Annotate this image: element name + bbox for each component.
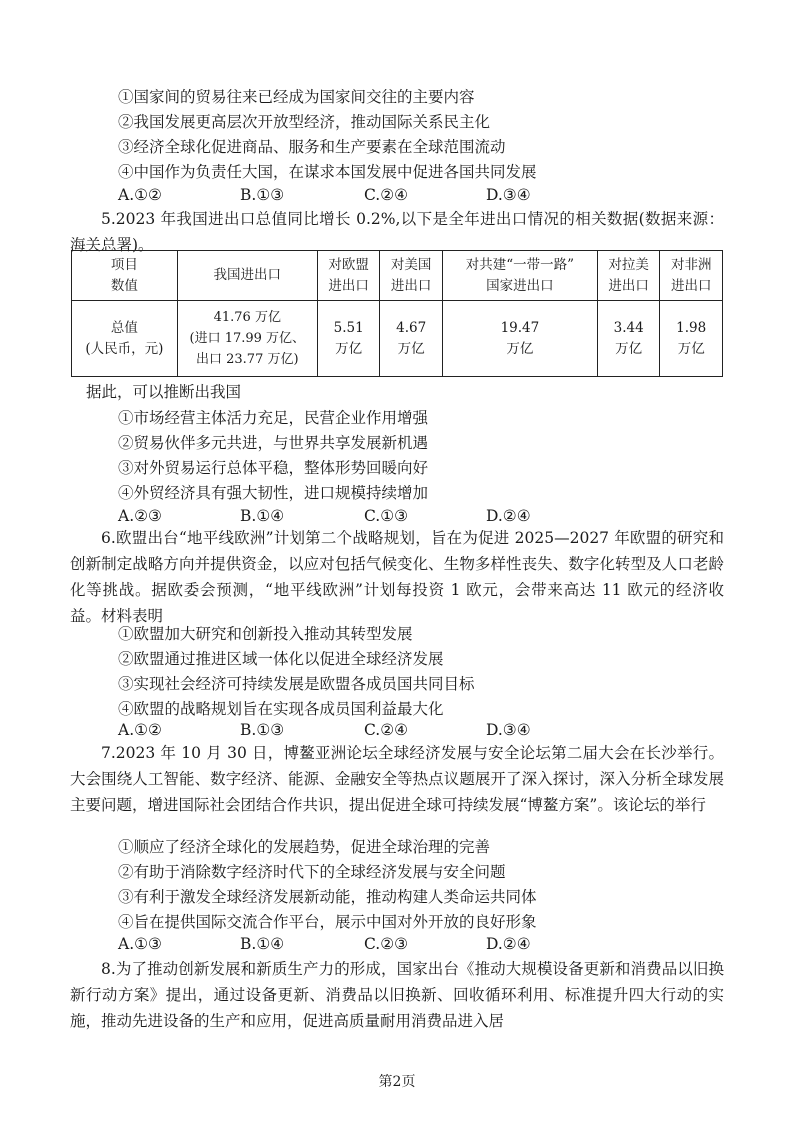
q5-item-2: ②贸易伙伴多元共进，与世界共享发展新机遇 [118, 434, 429, 452]
q5-item-4: ④外贸经济具有强大韧性，进口规模持续增加 [118, 484, 429, 502]
table-header-eu: 对欧盟 进出口 [317, 251, 380, 301]
table-header-item: 项目 数值 [72, 251, 178, 301]
table-header-belt-road: 对共建“一带一路” 国家进出口 [442, 251, 597, 301]
q6-stem: 6.欧盟出台“地平线欧洲”计划第二个战略规划，旨在为促进 2025—2027 年欧盟的研究和创新制定战略方向并提供资金，以应对包括气候变化、生物多样性丧失、数字化转型及人口老龄化等挑战。据欧委会预测，“地平线欧洲”计划每投资 1 欧元，会带来高达 11 欧元的经济收益。材料表明 [70, 529, 724, 625]
q4-item-2: ②我国发展更高层次开放型经济，推动国际关系民主化 [118, 113, 491, 131]
table-cell-eu: 5.51 万亿 [317, 301, 380, 377]
q7-item-4: ④旨在提供国际交流合作平台，展示中国对外开放的良好形象 [118, 913, 537, 931]
q6-item-4: ④欧盟的战略规划旨在实现各成员国利益最大化 [118, 700, 444, 718]
q6-item-2: ②欧盟通过推进区域一体化以促进全球经济发展 [118, 650, 444, 668]
table-header-total: 我国进出口 [177, 251, 317, 301]
q5-item-1: ①市场经营主体活力充足，民营企业作用增强 [118, 409, 429, 427]
q5-option-d: D.②④ [486, 507, 531, 525]
q5-option-b: B.①④ [240, 507, 285, 525]
q4-option-c: C.②④ [364, 186, 409, 204]
table-cell-total: 41.76 万亿 (进口 17.99 万亿、 出口 23.77 万亿) [177, 301, 317, 377]
q7-option-d: D.②④ [486, 935, 531, 953]
q7-option-a: A.①③ [118, 935, 162, 953]
table-header-latam: 对拉美 进出口 [597, 251, 660, 301]
q7-item-3: ③有利于激发全球经济发展新动能，推动构建人类命运共同体 [118, 888, 537, 906]
q6-item-1: ①欧盟加大研究和创新投入推动其转型发展 [118, 625, 413, 643]
q4-item-4: ④中国作为负责任大国，在谋求本国发展中促进各国共同发展 [118, 163, 537, 181]
table-cell-us: 4.67 万亿 [380, 301, 443, 377]
table-header-us: 对美国 进出口 [380, 251, 443, 301]
q7-option-b: B.①④ [240, 935, 285, 953]
q6-option-b: B.①③ [240, 721, 285, 739]
q4-option-a: A.①② [118, 186, 162, 204]
table-cell-belt-road: 19.47 万亿 [442, 301, 597, 377]
q7-stem: 7.2023 年 10 月 30 日，博鳌亚洲论坛全球经济发展与安全论坛第二届大会在长沙举行。大会围绕人工智能、数字经济、能源、金融安全等热点议题展开了深入探讨，深入分析全球发展主要问题，增进国际社会团结合作共识，提出促进全球可持续发展“博鳌方案”。该论坛的举行 [70, 744, 724, 814]
q4-option-d: D.③④ [486, 186, 531, 204]
q6-option-d: D.③④ [486, 721, 531, 739]
q6-item-3: ③实现社会经济可持续发展是欧盟各成员国共同目标 [118, 675, 475, 693]
q7-item-1: ①顺应了经济全球化的发展趋势，促进全球治理的完善 [118, 838, 491, 856]
q7-item-2: ②有助于消除数字经济时代下的全球经济发展与安全问题 [118, 863, 506, 881]
q5-option-c: C.①③ [364, 507, 409, 525]
q6-option-c: C.②④ [364, 721, 409, 739]
trade-data-table [71, 250, 723, 377]
q8-stem: 8.为了推动创新发展和新质生产力的形成，国家出台《推动大规模设备更新和消费品以旧换新行动方案》提出，通过设备更新、消费品以旧换新、回收循环利用、标准提升四大行动的实施，推动先进设备的生产和应用，促进高质量耐用消费品进入居 [70, 960, 724, 1030]
q4-item-3: ③经济全球化促进商品、服务和生产要素在全球范围流动 [118, 138, 506, 156]
q5-lead: 据此，可以推断出我国 [86, 383, 242, 401]
q5-item-3: ③对外贸易运行总体平稳，整体形势回暖向好 [118, 459, 429, 477]
q7-option-c: C.②③ [364, 935, 409, 953]
q6-option-a: A.①② [118, 721, 162, 739]
table-cell-africa: 1.98 万亿 [660, 301, 723, 377]
q5-stem: 5.2023 年我国进出口总值同比增长 0.2%,以下是全年进出口情况的相关数据(数据来源：海关总署)。 [70, 210, 724, 254]
table-cell-latam: 3.44 万亿 [597, 301, 660, 377]
q4-option-b: B.①③ [240, 186, 285, 204]
q5-option-a: A.②③ [118, 507, 162, 525]
table-cell-label: 总值 (人民币，元) [72, 301, 178, 377]
q4-item-1: ①国家间的贸易往来已经成为国家间交往的主要内容 [118, 88, 475, 106]
table-header-africa: 对非洲 进出口 [660, 251, 723, 301]
page-number: 第2页 [378, 1074, 416, 1090]
